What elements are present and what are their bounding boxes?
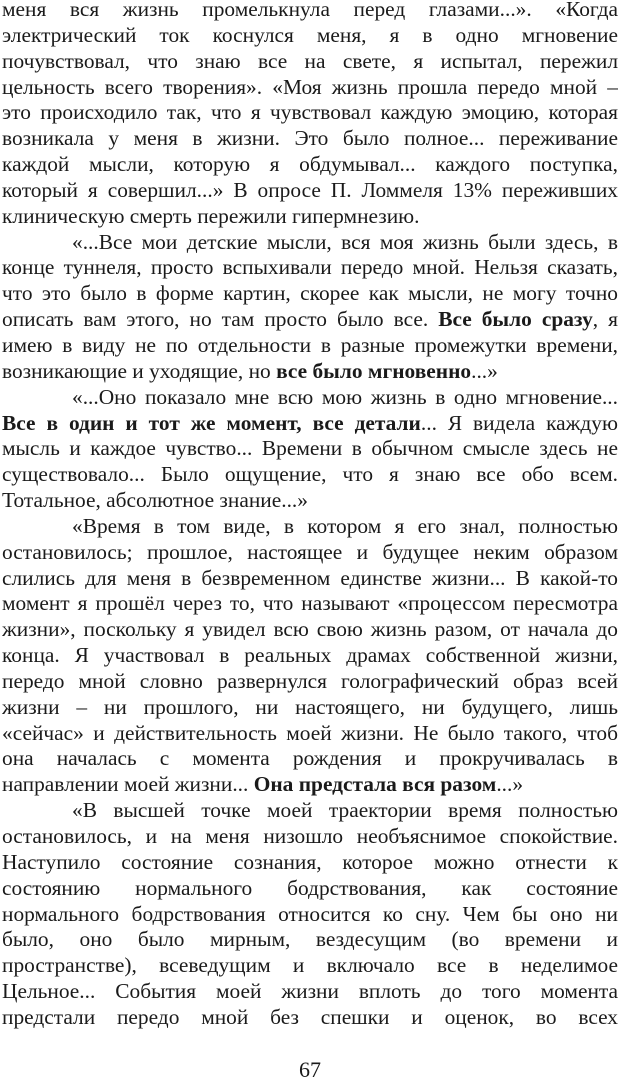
text-line: пространстве), всеведущим и включало все в неделимое	[2, 953, 618, 978]
text-line: Тотальное, абсолютное знание...»	[2, 488, 308, 513]
text-line: предстали передо мной без спешки и оценок, во всех	[2, 1004, 618, 1029]
text-line: остановилось; прошлое, настоящее и будущее неким образом	[2, 539, 618, 564]
text-line: «...Все мои детские мысли, вся моя жизнь были здесь, в	[72, 229, 618, 254]
bold-phrase: все было мгновенно	[276, 358, 472, 383]
text-line: каждой мысли, которую я обдумывал... каждого поступка,	[2, 152, 618, 177]
text-line: жизни», поскольку я увидел всю свою жизнь разом, от начала до	[2, 617, 618, 642]
text-line: что это было в форме картин, скорее как мысли, не могу точно	[2, 281, 618, 306]
text-line: «В высшей точке моей траектории время полностью	[72, 798, 618, 823]
text-line: конца. Я участвовал в реальных драмах собственной жизни,	[2, 643, 618, 668]
text-line: возникающие и уходящие, но все было мгновенно...»	[2, 358, 498, 383]
page-number: 67	[299, 1057, 321, 1082]
text-line: почувствовал, что знаю все на свете, я испытал, пережил	[2, 48, 618, 73]
text-line: возникала у меня в жизни. Это было полное... переживание	[2, 126, 618, 151]
text-line: передо мной словно развернулся голографический образ всей	[2, 668, 618, 693]
text-line: который я совершил...» В опросе П. Ломмеля 13% переживших	[2, 177, 618, 202]
text-line: «Время в том виде, в котором я его знал, полностью	[72, 513, 618, 538]
text-line: меня вся жизнь промелькнула перед глазами...». «Когда	[2, 0, 618, 21]
text-line: имею в виду не по отдельности в разные промежутки времени,	[2, 332, 618, 357]
text-line: слились для меня в безвременном единстве жизни... В какой-то	[2, 565, 618, 590]
text-line: нормального бодрствования относится ко сну. Чем бы оно ни	[2, 901, 618, 926]
text-line: конце туннеля, просто вспыхивали передо мной. Нельзя сказать,	[2, 255, 618, 280]
bold-phrase: Все в один и тот же момент, все детали	[2, 410, 421, 435]
text-line: направлении моей жизни... Она предстала вся разом...»	[2, 772, 524, 797]
text-line: «сейчас» и действительность моей жизни. Не было такого, чтоб	[2, 720, 618, 745]
text-line: описать вам этого, но там просто было все. Все было сразу, я	[2, 307, 618, 332]
bold-phrase: Все было сразу	[438, 307, 593, 332]
text-line: Наступило состояние сознания, которое можно отнести к	[2, 849, 618, 874]
text-line: остановилось, и на меня низошло необъяснимое спокойствие.	[2, 824, 618, 848]
text-line: жизни – ни прошлого, ни настоящего, ни будущего, лишь	[2, 694, 618, 719]
text-line: момент я прошёл через то, что называют «процессом пересмотра	[2, 591, 618, 616]
text-line: существовало... Было ощущение, что я знаю все обо всем.	[2, 462, 618, 487]
text-line: электрический ток коснулся меня, я в одно мгновение	[2, 22, 618, 47]
text-line: клиническую смерть пережили гипермнезию.	[2, 203, 420, 228]
text-line: это происходило так, что я чувствовал каждую эмоцию, которая	[2, 100, 618, 125]
text-line: «...Оно показало мне всю мою жизнь в одно мгновение...	[72, 384, 618, 409]
bold-phrase: Она предстала вся разом	[253, 772, 497, 797]
text-line: она началась с момента рождения и прокручивалась в	[2, 746, 618, 771]
text-line: было, оно было мирным, вездесущим (во времени и	[2, 927, 618, 952]
text-line: цельность всего творения». «Моя жизнь прошла передо мной –	[2, 74, 618, 99]
text-line: Цельное... События моей жизни вплоть до того момента	[2, 979, 618, 1004]
text-line: Все в один и тот же момент, все детали... Я видела каждую	[2, 410, 618, 435]
text-line: мысль и каждое чувство... Времени в обычном смысле здесь не	[2, 436, 618, 461]
body-text	[2, 0, 618, 1031]
text-line: состоянию нормального бодрствования, как состояние	[2, 875, 618, 900]
